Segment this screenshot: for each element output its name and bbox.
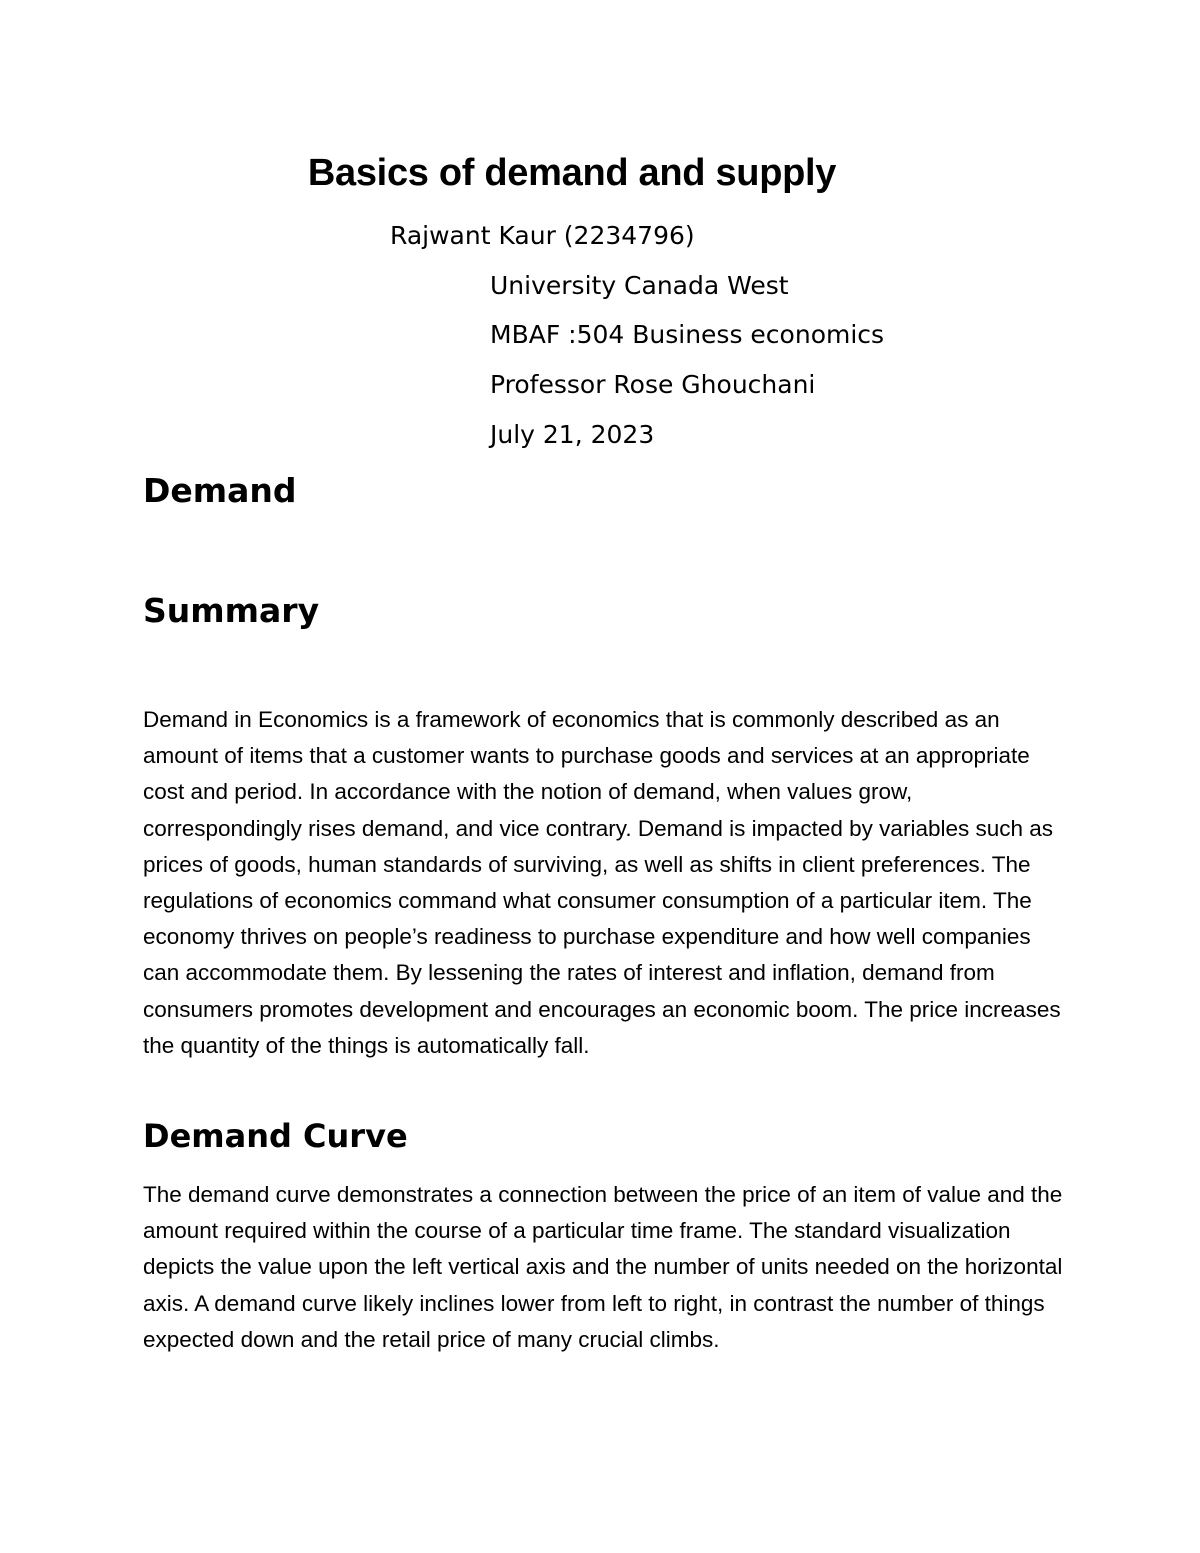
document-title: Basics of demand and supply [307, 152, 837, 194]
university-name: University Canada West [490, 271, 789, 300]
document-date: July 21, 2023 [490, 420, 655, 449]
demand-curve-paragraph: The demand curve demonstrates a connection between the price of an item of value and the amount required within the course of a particular time frame. The standard visualization depicts the value upon the left vertical axis and the number of units needed on the horizontal axis. A demand curve likely inclines lower from left to right, in contrast the number of things expected down and the retail price of many crucial climbs. [143, 1182, 1063, 1352]
course-name: MBAF :504 Business economics [490, 320, 885, 349]
author-name: Rajwant Kaur (2234796) [390, 221, 695, 250]
section-heading-summary: Summary [143, 591, 320, 630]
professor-name: Professor Rose Ghouchani [490, 370, 816, 399]
section-heading-demand-curve: Demand Curve [143, 1117, 408, 1155]
summary-paragraph: Demand in Economics is a framework of economics that is commonly described as an amount of items that a customer wants to purchase goods and services at an appropriate cost and period. In accordance with the notion of demand, when values grow, correspondingly rises demand, and vice contrary. Demand is impacted by variables such as prices of goods, human standards of surviving, as well as shifts in client preferences. The regulations of economics command what consumer consumption of a particular item. The economy thrives on people’s readiness to purchase expenditure and how well companies can accommodate them. By lessening the rates of interest and inflation, demand from consumers promotes development and encourages an economic boom. The price increases the quantity of the things is automatically fall. [143, 707, 1061, 1058]
section-heading-demand: Demand [143, 471, 297, 510]
